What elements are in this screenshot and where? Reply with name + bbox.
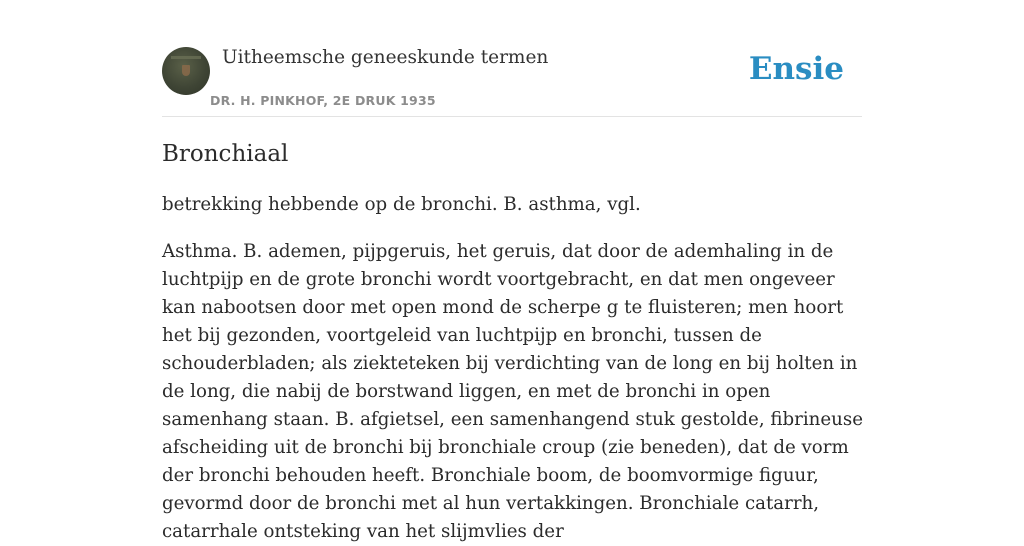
book-cover-icon[interactable] [162, 47, 210, 95]
book-author: DR. H. PINKHOF, 2E DRUK 1935 [210, 93, 436, 108]
definition-paragraph: betrekking hebbende op de bronchi. B. asthma, vgl. [162, 194, 641, 215]
page-header [162, 46, 862, 117]
article-content [162, 138, 868, 546]
definition-paragraph: Asthma. B. ademen, pijpgeruis, het geruis, dat door de ademhaling in de luchtpijp en de grote bronchi wordt voortgebracht, en dat men ongeveer kan nabootsen door met open mond de scherpe g te fluisteren; men hoort het bij gezonden, voortgeleid van luchtpijp en bronchi, tussen de schouderbladen; als ziekteteken bij verdichting van de long en bij holten in de long, die nabij de borstwand liggen, en met de bronchi in open samenhang staan. B. afgietsel, een samenhangend stuk gestolde, fibrineuse afscheiding uit de bronchi bij bronchiale croup (zie beneden), dat de vorm der bronchi behouden heeft. Bronchiale boom, de boomvormige figuur, gevormd door de bronchi met al hun vertakkingen. Bronchiale catarrh, catarrhale ontsteking van het slijmvlies der [162, 241, 863, 542]
ensie-logo[interactable]: Ensie [748, 51, 844, 87]
cover-emblem-icon [182, 65, 190, 76]
cover-title-strip [171, 56, 201, 59]
book-title-link[interactable]: Uitheemsche geneeskunde termen [222, 47, 549, 68]
entry-title: Bronchiaal [162, 141, 289, 167]
